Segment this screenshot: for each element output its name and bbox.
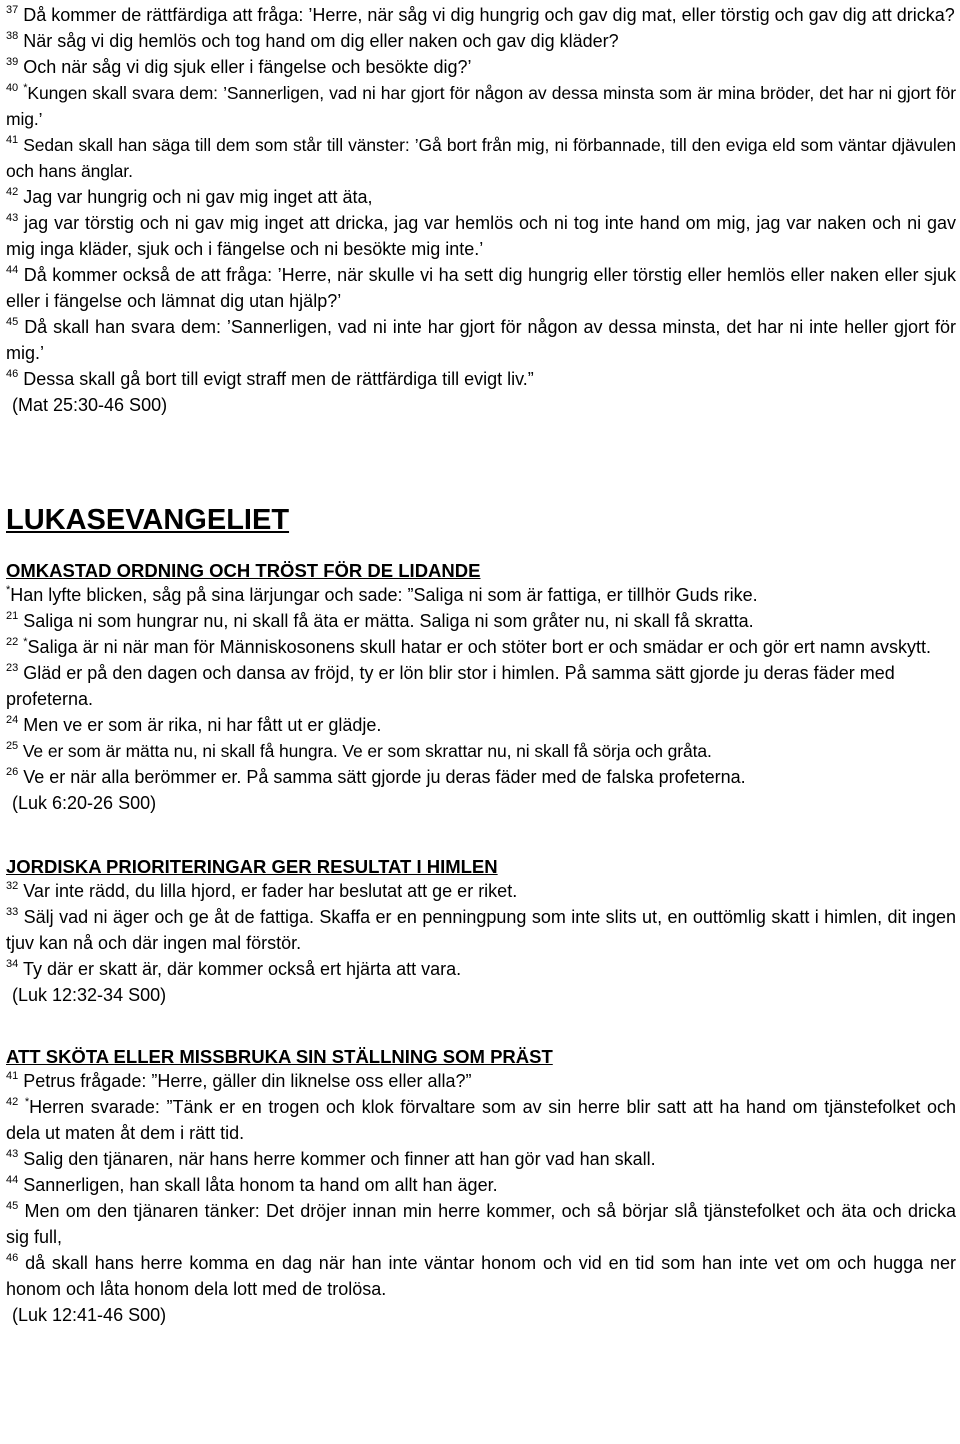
verse	[6, 366, 956, 392]
verse	[6, 184, 956, 210]
verse	[6, 1250, 956, 1302]
verse-text: jag var törstig och ni gav mig inget att dricka, jag var hemlös och ni tog inte hand om mig, jag var naken och ni gav mig inga kläder, sjuk och i fängelse och ni besökte mig inte.’	[6, 213, 956, 259]
verse	[6, 582, 956, 608]
footnote-star: *	[6, 584, 11, 596]
verse-text: Kungen skall svara dem: ’Sannerligen, vad ni har gjort för någon av dessa minsta som är mina bröder, det har ni gjort för mig.’	[6, 83, 956, 129]
verse-number: 34	[6, 958, 19, 970]
verse	[6, 2, 956, 80]
verse	[6, 738, 956, 764]
verse-text: Salig den tjänaren, när hans herre kommer och finner att han gör vad han skall.	[23, 1149, 656, 1169]
verse-text: Då kommer de rättfärdiga att fråga: ’Herre, när såg vi dig hungrig och gav dig mat, eller törstig och gav dig att dricka?	[23, 5, 955, 25]
passage-reference: (Luk 12:32-34 S00)	[12, 985, 167, 1005]
verse-text: Då kommer också de att fråga: ’Herre, när skulle vi ha sett dig hungrig eller törstig eller hemlös eller naken eller sjuk eller i fängelse och lämnat dig utan hjälp?’	[6, 265, 956, 311]
verse-number: 41	[6, 1070, 19, 1082]
verse	[6, 1146, 956, 1172]
verse-number: 23	[6, 662, 19, 674]
verse-text: Ty där er skatt är, där kommer också ert hjärta att vara.	[22, 959, 462, 979]
verse	[6, 660, 956, 712]
verse-number: 41	[6, 134, 19, 146]
verse	[6, 1094, 956, 1146]
book-title: LUKASEVANGELIET	[6, 504, 290, 536]
verse-text: Gläd er på den dagen och dansa av fröjd, ty er lön blir stor i himlen. På samma sätt gjorde ju deras fäder med profeterna.	[6, 663, 895, 709]
verse-text: Sälj vad ni äger och ge åt de fattiga. Skaffa er en penningpung som inte slits ut, en outtömlig skatt i himlen, dit ingen tjuv kan nå och där ingen mal förstör.	[6, 907, 956, 953]
verse-text: Men om den tjänaren tänker: Det dröjer innan min herre kommer, och så börjar slå tjänstefolket och äta och dricka sig full,	[6, 1201, 956, 1247]
verse-text: Saliga är ni när man för Människosonens skull hatar er och stöter bort er och smädar er och gör ert namn avskytt.	[27, 637, 931, 657]
verse-number: 40	[6, 82, 19, 94]
verse	[6, 1172, 956, 1198]
verse-text: När såg vi dig hemlös och tog hand om dig eller naken och gav dig kläder?	[23, 31, 619, 51]
verse	[6, 314, 956, 366]
verse	[6, 132, 956, 184]
verse-number: 21	[6, 610, 19, 622]
verse-number: 42	[6, 186, 19, 198]
verse-text: Och när såg vi dig sjuk eller i fängelse och besökte dig?’	[23, 57, 472, 77]
verse	[6, 904, 956, 956]
verse-text: Sannerligen, han skall låta honom ta hand om allt han äger.	[23, 1175, 498, 1195]
verse-number: 42	[6, 1096, 19, 1108]
verse-text: Då skall han svara dem: ’Sannerligen, vad ni inte har gjort för någon av dessa minsta, det har ni inte heller gjort för mig.’	[6, 317, 956, 363]
verse-text: Men ve er som är rika, ni har fått ut er glädje.	[23, 715, 382, 735]
verse-text: Ve er när alla berömmer er. På samma sätt gjorde ju deras fäder med de falska profeterna.	[23, 767, 746, 787]
verse-text: Saliga ni som hungrar nu, ni skall få äta er mätta. Saliga ni som gråter nu, ni skall få skratta.	[23, 611, 754, 631]
verse-number: 46	[6, 1252, 19, 1264]
verse-text: Dessa skall gå bort till evigt straff men de rättfärdiga till evigt liv.”	[23, 369, 534, 389]
matthew-passage	[6, 2, 956, 418]
verse	[6, 956, 956, 982]
verse-number: 45	[6, 316, 19, 328]
verse	[6, 1198, 956, 1250]
verse-number: 25	[6, 740, 19, 752]
verse	[6, 1068, 956, 1094]
verse-text: Petrus frågade: ”Herre, gäller din liknelse oss eller alla?”	[23, 1071, 472, 1091]
verse-text: Var inte rädd, du lilla hjord, er fader har beslutat att ge er riket.	[23, 881, 518, 901]
verse-number: 37	[6, 4, 19, 16]
verse-text: Jag var hungrig och ni gav mig inget att äta,	[23, 187, 373, 207]
section-heading: ATT SKÖTA ELLER MISSBRUKA SIN STÄLLNING SOM PRÄST	[6, 1046, 553, 1067]
section-heading: JORDISKA PRIORITERINGAR GER RESULTAT I HIMLEN	[6, 856, 498, 877]
verse-number: 22	[6, 636, 19, 648]
section-1	[6, 560, 956, 816]
footnote-star: *	[23, 636, 28, 648]
footnote-star: *	[24, 1096, 30, 1108]
section-2	[6, 856, 956, 1008]
verse-number: 46	[6, 368, 19, 380]
verse-number: 26	[6, 766, 19, 778]
verse	[6, 878, 956, 904]
verse-text: då skall hans herre komma en dag när han inte väntar honom och vid en tid som han inte vet om och hugga ner honom och låta honom dela lott med de trolösa.	[6, 1253, 956, 1299]
verse-number: 39	[6, 56, 19, 68]
verse-number: 44	[6, 1174, 19, 1186]
verse-number: 33	[6, 906, 19, 918]
verse-text: Herren svarade: ”Tänk er en trogen och klok förvaltare som av sin herre blir satt att ha hand om tjänstefolket och dela ut maten åt dem i rätt tid.	[6, 1097, 956, 1143]
verse-number: 32	[6, 880, 19, 892]
verse-number: 43	[6, 212, 19, 224]
section-heading: OMKASTAD ORDNING OCH TRÖST FÖR DE LIDANDE	[6, 560, 481, 581]
passage-reference: (Mat 25:30-46 S00)	[12, 395, 168, 415]
verse	[6, 210, 956, 262]
passage-reference: (Luk 12:41-46 S00)	[12, 1305, 167, 1325]
verse	[6, 764, 956, 790]
verse-number: 24	[6, 714, 19, 726]
verse-text: Ve er som är mätta nu, ni skall få hungra. Ve er som skrattar nu, ni skall få sörja och gråta.	[22, 741, 712, 761]
verse-number: 45	[6, 1200, 19, 1212]
verse-number: 44	[6, 264, 19, 276]
verse-number: 38	[6, 30, 19, 42]
verse-text: Sedan skall han säga till dem som står till vänster: ’Gå bort från mig, ni förbannade, till den eviga eld som väntar djävulen och hans änglar.	[6, 135, 956, 181]
verse	[6, 634, 956, 660]
verse	[6, 712, 956, 738]
passage-reference: (Luk 6:20-26 S00)	[12, 793, 157, 813]
footnote-star: *	[23, 82, 28, 94]
verse	[6, 80, 956, 132]
section-3	[6, 1046, 956, 1328]
verse-text: Han lyfte blicken, såg på sina lärjungar och sade: ”Saliga ni som är fattiga, er tillhör Guds rike.	[10, 585, 758, 605]
verse	[6, 262, 956, 314]
verse-number: 43	[6, 1148, 19, 1160]
verse	[6, 608, 956, 634]
